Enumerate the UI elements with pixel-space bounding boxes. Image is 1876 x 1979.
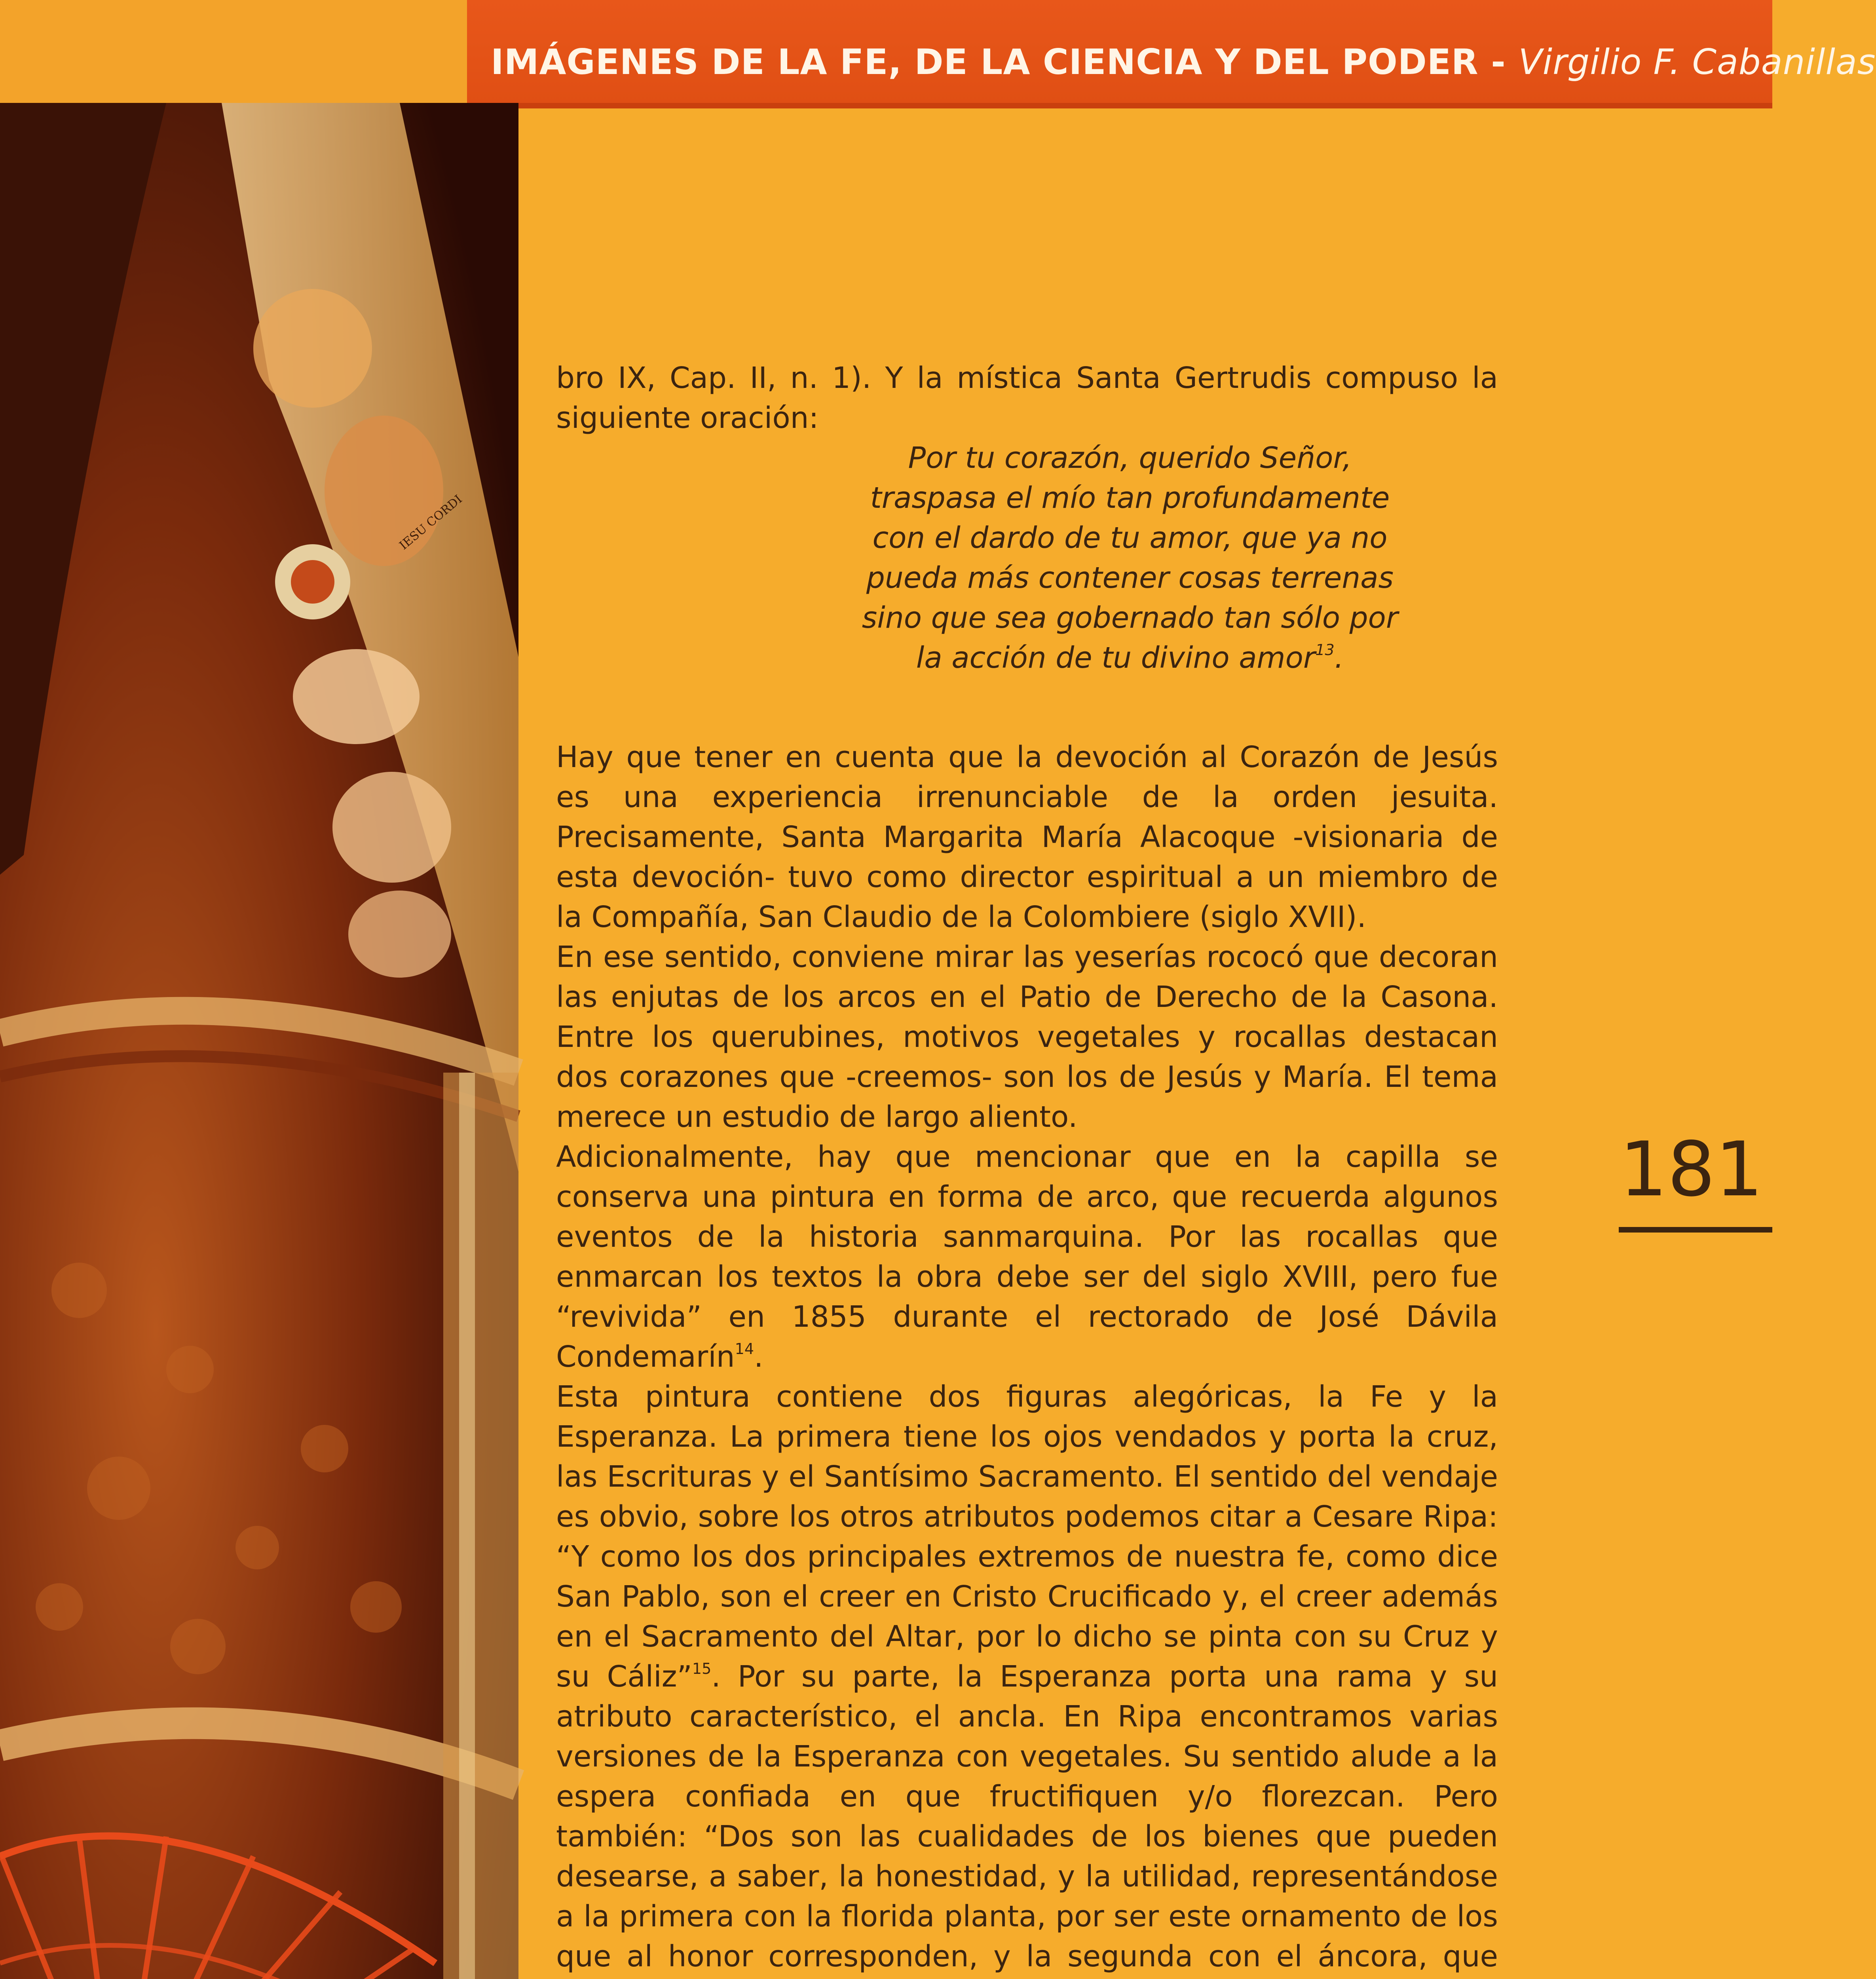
paragraph-4b-text: . Por su parte, la Esperanza porta una rama y su atributo característico, el ancla. En Ripa encontramos varias versiones de la Esperanza con vegetales. Su sentido alude a la espera confiada en que fructifiquen y/o florezcan. Pero también: “Dos son las cualidades de los bienes que pueden desearse, a saber, la honestidad, y la utilidad, representándose a la primera con la florida planta, por ser este ornamento de los que al honor corresponden, y la segunda con el áncora, que (556, 1660, 1498, 1973)
chapel-ceiling-photo (0, 103, 518, 1979)
intro-paragraph: bro IX, Cap. II, n. 1). Y la mística Santa Gertrudis compuso la siguiente oración: (556, 361, 1498, 435)
poem-line-last (845, 638, 1415, 678)
header-title: IMÁGENES DE LA FE, DE LA CIENCIA Y DEL PODER (491, 42, 1479, 82)
top-strip (0, 0, 467, 103)
photo-inscription: IESU CORDI (397, 492, 465, 553)
header-author: Virgilio F. Cabanillas (1518, 42, 1876, 82)
footnote-ref-15: 15 (692, 1660, 712, 1677)
paragraph-4 (556, 1377, 1498, 1979)
poem-line: Por tu corazón, querido Señor, (908, 441, 1352, 475)
footnote-ref-14: 14 (735, 1340, 754, 1358)
footnote-ref-13: 13 (1315, 641, 1335, 659)
poem-line: con el dardo de tu amor, que ya no (872, 521, 1388, 555)
page-number-rule (1619, 1227, 1772, 1233)
article-body (556, 358, 1498, 1979)
poem-line: la acción de tu divino amor (916, 641, 1316, 675)
prayer-quote (556, 438, 1415, 678)
header-separator: - (1478, 42, 1519, 82)
paragraph-1: Hay que tener en cuenta que la devoción al Corazón de Jesús es una experiencia irrenunciable de la orden jesuita. Precisamente, Santa Margarita María Alacoque -visionaria de esta devoción- tuvo como director espiritual a un miembro de la Compañía, San Claudio de la Colombiere (siglo XVII). (556, 740, 1498, 934)
paragraph-2: En ese sentido, conviene mirar las yeserías rococó que decoran las enjutas de los arcos en el Patio de Derecho de la Casona. Entre los querubines, motivos vegetales y rocallas destacan dos corazones que -creemos- son los de Jesús y María. El tema merece un estudio de largo aliento. (556, 940, 1498, 1134)
paragraph-4a-text: Esta pintura contiene dos figuras alegóricas, la Fe y la Esperanza. La primera tiene los ojos vendados y porta la cruz, las Escrituras y el Santísimo Sacramento. El sentido del vendaje es obvio, sobre los otros atributos podemos citar a Cesare Ripa: “Y como los dos principales extremos de nuestra fe, como dice San Pablo, son el creer en Cristo Crucificado y, el creer además en el Sacramento del Altar, por lo dicho se pinta con su Cruz y su Cáliz” (556, 1380, 1498, 1694)
poem-line: sino que sea gobernado tan sólo por (862, 601, 1398, 635)
page-number: 181 (1620, 1126, 1763, 1213)
paragraph-3 (556, 1137, 1498, 1377)
poem-line: pueda más contener cosas terrenas (866, 561, 1394, 595)
poem-end: . (1334, 641, 1344, 675)
header-text (491, 42, 1876, 82)
paragraph-3-end: . (754, 1340, 763, 1374)
poem-line: traspasa el mío tan profundamente (870, 481, 1390, 515)
running-header (467, 0, 1876, 108)
paragraph-3-text: Adicionalmente, hay que mencionar que en la capilla se conserva una pintura en forma de arco, que recuerda algunos eventos de la historia sanmarquina. Por las rocallas que enmarcan los textos la obra debe ser del siglo XVIII, pero fue “revivida” en 1855 durante el rectorado de José Dávila Condemarín (556, 1140, 1498, 1374)
